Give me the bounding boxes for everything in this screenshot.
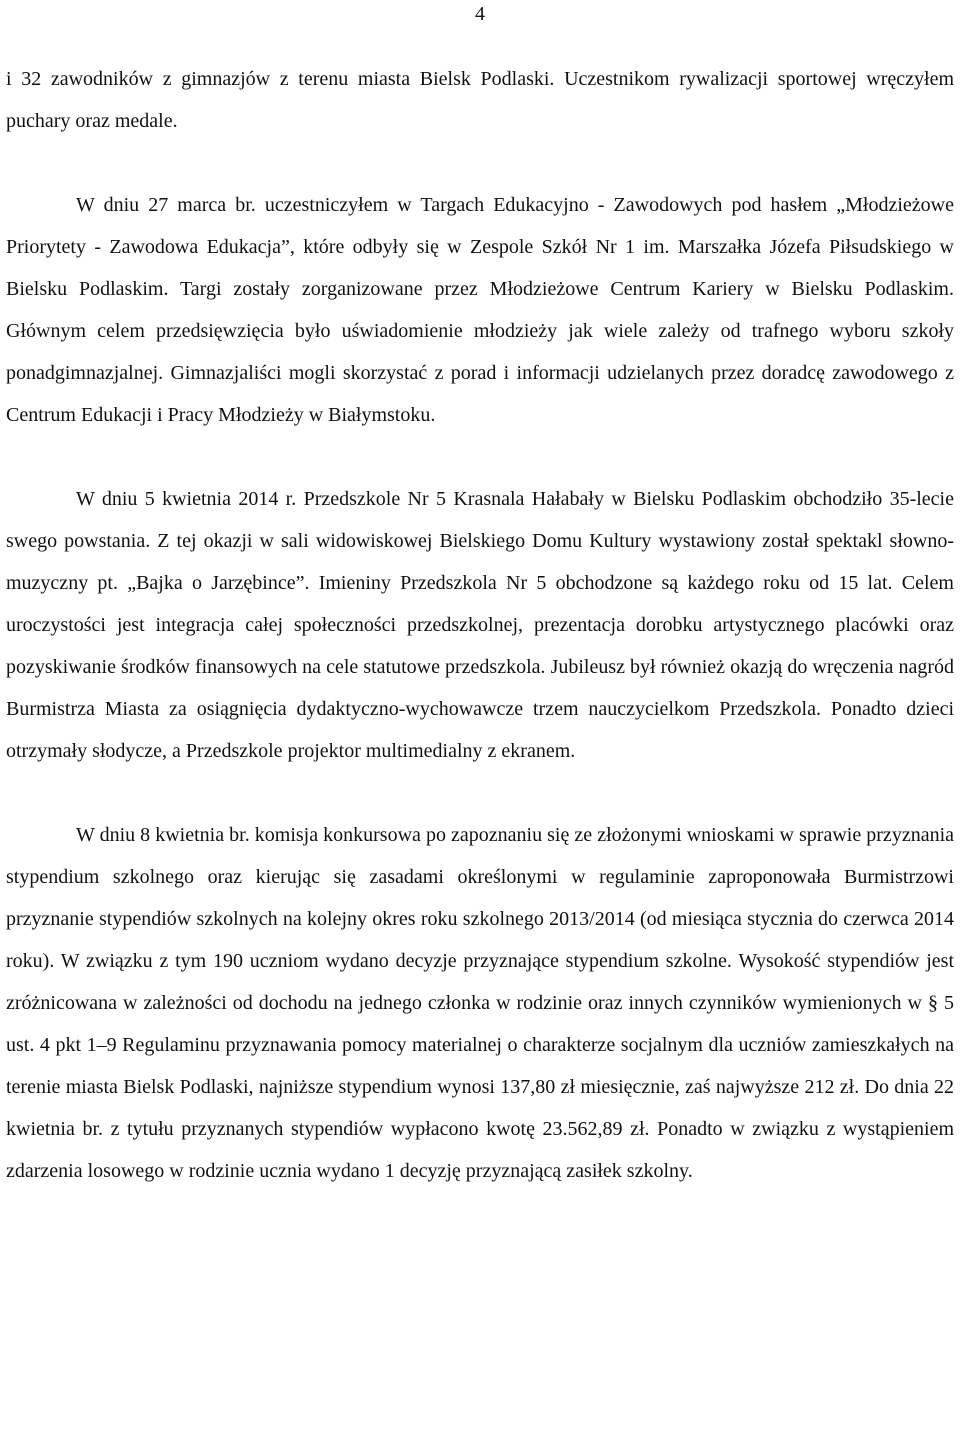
page-number: 4	[475, 3, 485, 25]
document-body	[6, 58, 954, 1192]
paragraph-scholarships: W dniu 8 kwietnia br. komisja konkursowa po zapoznaniu się ze złożonymi wnioskami w sprawie przyznania stypendium szkolnego oraz kierując się zasadami określonymi w regulaminie zaproponowała Burmistrzowi przyznanie stypendiów szkolnych na kolejny okres roku szkolnego 2013/2014 (od miesiąca stycznia do czerwca 2014 roku). W związku z tym 190 uczniom wydano decyzje przyznające stypendium szkolne. Wysokość stypendiów jest zróżnicowana w zależności od dochodu na jednego członka w rodzinie oraz innych czynników wymienionych w § 5 ust. 4 pkt 1–9 Regulaminu przyznawania pomocy materialnej o charakterze socjalnym dla uczniów zamieszkałych na terenie miasta Bielsk Podlaski, najniższe stypendium wynosi 137,80 zł miesięcznie, zaś najwyższe 212 zł. Do dnia 22 kwietnia br. z tytułu przyznanych stypendiów wypłacono kwotę 23.562,89 zł. Ponadto w związku z wystąpieniem zdarzenia losowego w rodzinie ucznia wydano 1 decyzję przyznającą zasiłek szkolny.	[6, 824, 954, 1182]
paragraph-competition-awards: i 32 zawodników z gimnazjów z terenu miasta Bielsk Podlaski. Uczestnikom rywalizacji sportowej wręczyłem puchary oraz medale.	[6, 68, 954, 132]
paragraph-education-fair: W dniu 27 marca br. uczestniczyłem w Targach Edukacyjno - Zawodowych pod hasłem „Młodzieżowe Priorytety - Zawodowa Edukacja”, które odbyły się w Zespole Szkół Nr 1 im. Marszałka Józefa Piłsudskiego w Bielsku Podlaskim. Targi zostały zorganizowane przez Młodzieżowe Centrum Kariery w Bielsku Podlaskim. Głównym celem przedsięwzięcia było uświadomienie młodzieży jak wiele zależy od trafnego wyboru szkoły ponadgimnazjalnej. Gimnazjaliści mogli skorzystać z porad i informacji udzielanych przez doradcę zawodowego z Centrum Edukacji i Pracy Młodzieży w Białymstoku.	[6, 194, 954, 426]
paragraph-kindergarten-anniversary: W dniu 5 kwietnia 2014 r. Przedszkole Nr 5 Krasnala Hałabały w Bielsku Podlaskim obchodziło 35-lecie swego powstania. Z tej okazji w sali widowiskowej Bielskiego Domu Kultury wystawiony został spektakl słowno-muzyczny pt. „Bajka o Jarzębince”. Imieniny Przedszkola Nr 5 obchodzone są każdego roku od 15 lat. Celem uroczystości jest integracja całej społeczności przedszkolnej, prezentacja dorobku artystycznego placówki oraz pozyskiwanie środków finansowych na cele statutowe przedszkola. Jubileusz był również okazją do wręczenia nagród Burmistrza Miasta za osiągnięcia dydaktyczno-wychowawcze trzem nauczycielkom Przedszkola. Ponadto dzieci otrzymały słodycze, a Przedszkole projektor multimedialny z ekranem.	[6, 488, 954, 762]
